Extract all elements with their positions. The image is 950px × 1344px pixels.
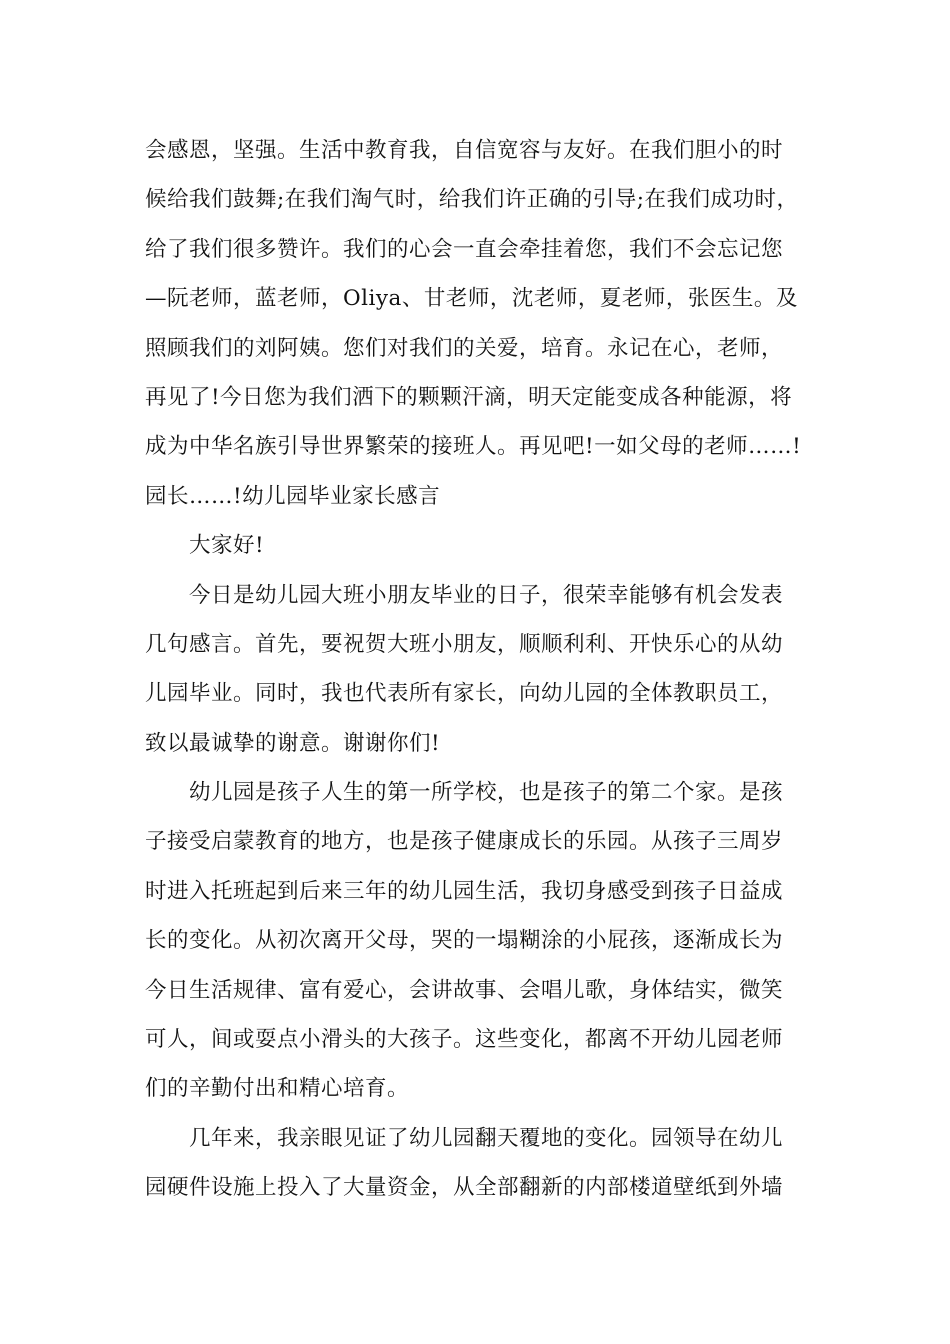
paragraph-start-line: 几年来，我亲眼见证了幼儿园翻天覆地的变化。园领导在幼儿 (189, 1125, 784, 1151)
text-line: 致以最诚挚的谢意。谢谢你们! (145, 730, 441, 756)
text-line: 时进入托班起到后来三年的幼儿园生活，我切身感受到孩子日益成 (145, 878, 784, 904)
document-body (145, 126, 835, 1213)
text-line: 几句感言。首先，要祝贺大班小朋友，顺顺利利、开快乐心的从幼 (145, 631, 784, 657)
text-line: 园硬件设施上投入了大量资金，从全部翻新的内部楼道壁纸到外墙 (145, 1175, 784, 1201)
greeting-line: 大家好! (189, 533, 265, 559)
text-line: 今日生活规律、富有爱心，会讲故事、会唱儿歌，身体结实，微笑 (145, 977, 784, 1003)
text-line: 照顾我们的刘阿姨。您们对我们的关爱，培育。永记在心，老师， (145, 335, 784, 361)
text-line: 园长……!幼儿园毕业家长感言 (145, 483, 441, 509)
paragraph-start-line: 幼儿园是孩子人生的第一所学校，也是孩子的第二个家。是孩 (189, 780, 784, 806)
text-line: 儿园毕业。同时，我也代表所有家长，向幼儿园的全体教职员工， (145, 681, 784, 707)
paragraph-start-line: 今日是幼儿园大班小朋友毕业的日子，很荣幸能够有机会发表 (189, 582, 784, 608)
text-line: 子接受启蒙教育的地方，也是孩子健康成长的乐园。从孩子三周岁 (145, 829, 784, 855)
text-line: 会感恩，坚强。生活中教育我，自信宽容与友好。在我们胆小的时 (145, 138, 784, 163)
text-line: 长的变化。从初次离开父母，哭的一塌糊涂的小屁孩，逐渐成长为 (145, 928, 784, 954)
text-line: 们的辛勤付出和精心培育。 (145, 1076, 410, 1102)
text-line: 给了我们很多赞许。我们的心会一直会牵挂着您，我们不会忘记您 (145, 236, 784, 262)
text-line: 成为中华名族引导世界繁荣的接班人。再见吧!一如父母的老师……! (145, 434, 802, 460)
text-line: 再见了!今日您为我们洒下的颗颗汗滴，明天定能变成各种能源，将 (145, 384, 793, 410)
text-line: 候给我们鼓舞;在我们淘气时，给我们许正确的引导;在我们成功时， (145, 187, 799, 213)
text-line: 可人，间或耍点小滑头的大孩子。这些变化，都离不开幼儿园老师 (145, 1027, 784, 1053)
text-line: —阮老师，蓝老师，Oliya、甘老师，沈老师，夏老师，张医生。及 (145, 286, 798, 312)
